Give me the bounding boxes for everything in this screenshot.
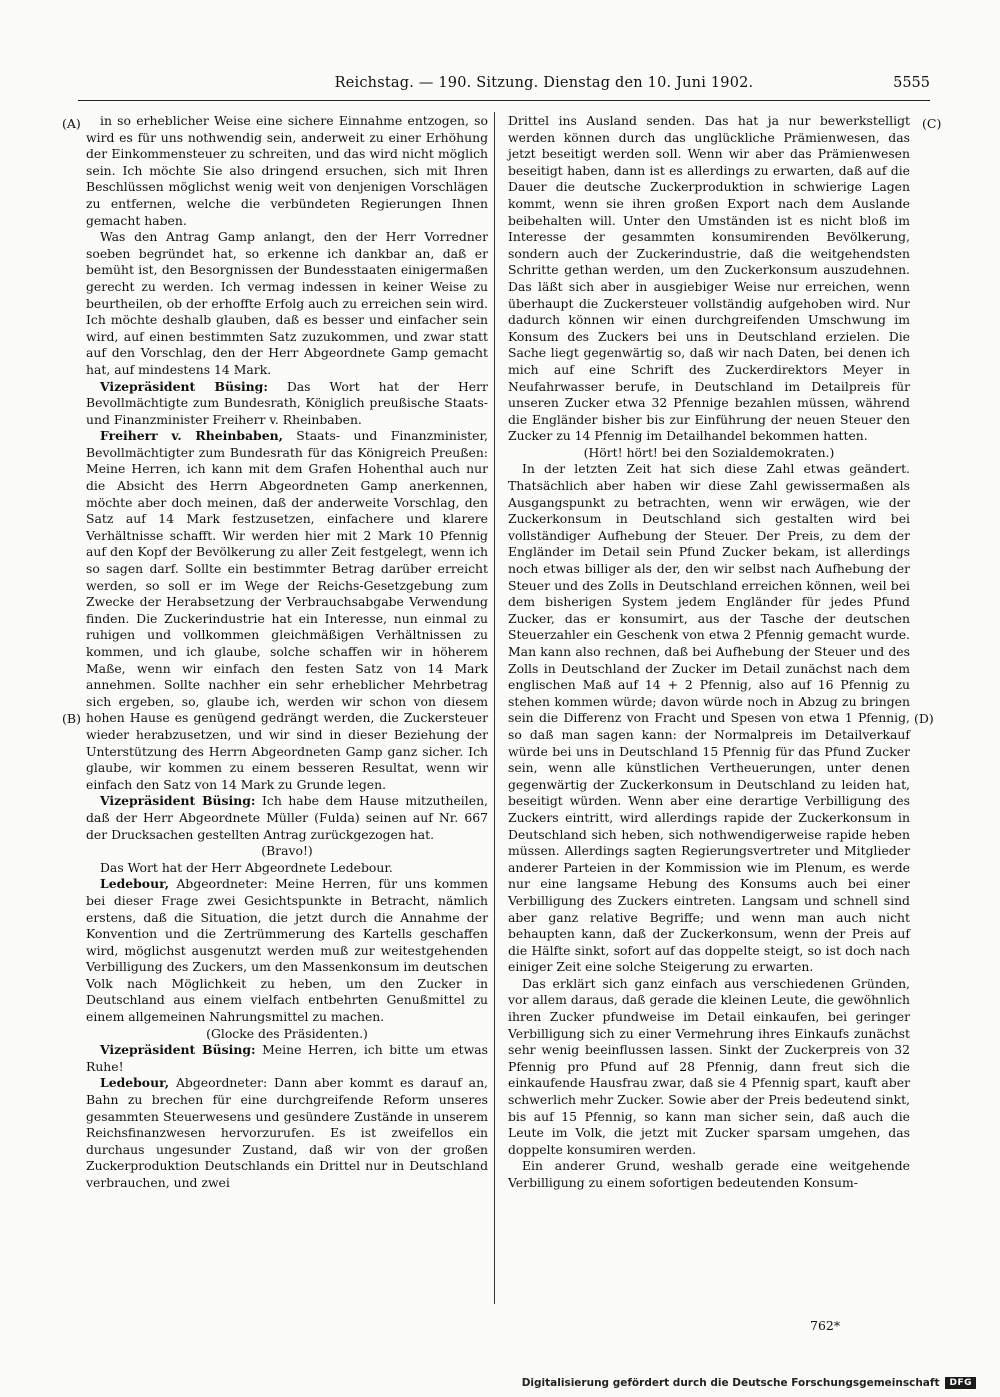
speaker-name: Vizepräsident Büsing:: [100, 378, 268, 394]
margin-marker-c: (C): [922, 116, 942, 131]
paragraph-text: Meine Herren, ich bitte um etwas Ruhe!: [86, 1042, 488, 1074]
paragraph-text: Drittel ins Ausland senden. Das hat ja nur bewerkstelligt werden können durch das unglückliche Prämienwesen, das jetzt beseitigt werden soll. Wenn wir aber das Prämienwesen beseitigt haben, dann ist es allerdings zu erwarten, daß auf die Dauer die deutsche Zuckerproduktion in schwierige Lagen kommt, wenn sie ihren großen Export nach dem Auslande beibehalten will. Unter den Umständen ist es nicht bloß im Interesse der gesammten konsumirenden Bevölkerung, sondern auch der Zuckerindustrie, daß die weitgehendsten Schritte gethan werden, um den Zuckerkonsum auszudehnen. Das läßt sich aber in ausgiebiger Weise nur erreichen, wenn überhaupt die Zuckersteuer vollständig aufgehoben wird. Nur dadurch können wir einen durchgreifenden Umschwung im Konsum des Zuckers bei uns in Deutschland erzielen. Die Sache liegt gegenwärtig so, daß wir nach Daten, bei denen ich mich auf eine Schrift des Zuckerdirektors Meyer in Neufahrwasser berufe, in Deutschland im Detailpreis für unseren Zucker etwa 32 Pfennige bezahlen müssen, während die Engländer bisher bis zur Einführung der neuen Steuer den Zucker zu 14 Pfennig im Detailhandel bekommen hatten.: [508, 113, 910, 444]
paragraph-text: Ich habe dem Hause mitzutheilen, daß der Herr Abgeordnete Müller (Fulda) seinen auf Nr. 667 der Drucksachen gestellten Antrag zurückgezogen hat.: [86, 793, 488, 842]
paragraph-text: in so erheblicher Weise eine sichere Einnahme entzogen, so wird es für uns nothwendig sein, anderweit zu einer Erhöhung der Einkommensteuer zu schreiten, und das wird nicht möglich sein. Ich möchte Sie also dringend ersuchen, sich mit Ihren Beschlüssen möglichst wenig weit von denjenigen Vorschlägen zu entfernen, welche die verbündeten Regierungen Ihnen gemacht haben.: [86, 113, 488, 228]
margin-marker-a: (A): [62, 116, 81, 131]
paragraph-text: (Bravo!): [261, 843, 313, 859]
paragraph-text: Abgeordneter: Dann aber kommt es darauf an, Bahn zu brechen für eine durchgreifende Reform unseres gesammten Steuerwesens und gesündere Zustände in unserem Reichsfinanzwesen hervorzurufen. Es ist zweifellos ein durchaus ungesunder Zustand, daß wir von der großen Zuckerproduktion Deutschlands ein Drittel nur in Deutschland verbrauchen, und zwei: [86, 1075, 488, 1190]
speaker-name: Ledebour,: [100, 1075, 170, 1091]
margin-marker-b: (B): [62, 711, 81, 726]
paragraph: [86, 113, 488, 229]
sheet-signature-mark: 762*: [810, 1318, 841, 1333]
paragraph-text: (Hört! hört! bei den Sozialdemokraten.): [583, 444, 835, 460]
right-column: [508, 113, 910, 1192]
paragraph-text: Das Wort hat der Herr Bevollmächtigte zum Bundesrath, Königlich preußische Staats- und Finanzminister Freiherr v. Rheinbaben.: [86, 378, 488, 427]
paragraph: [86, 379, 488, 429]
paragraph: [508, 461, 910, 975]
column-divider: [494, 112, 495, 1304]
paragraph: [86, 428, 488, 793]
page-header: [78, 70, 930, 101]
stage-direction: [86, 1026, 488, 1043]
dfg-logo: DFG: [945, 1377, 976, 1389]
page-number: 5555: [893, 75, 930, 91]
paragraph-text: In der letzten Zeit hat sich diese Zahl etwas geändert. Thatsächlich aber haben wir diese Zahl gewissermaßen als Ausgangspunkt zu betrachten, wenn wir erwägen, wie der Zuckerkonsum in Deutschland sich gestalten wird bei vollständiger Aufhebung der Steuer. Der Preis, zu dem der Engländer im Detail sein Pfund Zucker bekam, ist allerdings noch etwas billiger als der, den wir selbst nach Aufhebung der Steuer und des Zolls in Deutschland erreichen können, weil bei dem bisherigen System jedem Engländer für jedes Pfund Zucker, das er konsumirt, aus der Tasche der deutschen Steuerzahler ein Geschenk von etwa 2 Pfennig gemacht wurde. Man kann also rechnen, daß bei Aufhebung der Steuer und des Zolls in Deutschland der Zucker im Detail zunächst nach dem englischen Maß auf 14 + 2 Pfennig, also auf 16 Pfennig zu stehen kommen würde; davon würde noch in Abzug zu bringen sein die Differenz von Fracht und Spesen von etwa 1 Pfennig, so daß man sagen kann: der Normalpreis im Detailverkauf würde bei uns in Deutschland 15 Pfennig für das Pfund Zucker sein, wenn alle künstlichen Vertheuerungen, unter denen gegenwärtig der Zuckerkonsum in Deutschland zu leiden hat, beseitigt würden. Wenn aber eine derartige Verbilligung des Zuckers eintritt, wird allerdings rapide der Zuckerkonsum in Deutschland sich heben, sich nothwendigerweise rapide heben müssen. Allerdings sagten Regierungsvertreter und Mitglieder anderer Parteien in der Kommission wie im Plenum, es werde nur eine langsame Hebung des Konsums auch bei einer Verbilligung des Zuckers eintreten. Langsam und schnell sind aber ganz relative Begriffe; und wenn man auch nicht behaupten kann, daß der Zuckerkonsum, wenn der Preis auf die Hälfte sinkt, sofort auf das doppelte steigt, so ist doch nach einiger Zeit eine solche Steigerung zu erwarten.: [508, 461, 910, 975]
paragraph-text: (Glocke des Präsidenten.): [206, 1025, 368, 1041]
paragraph: [508, 1158, 910, 1191]
paragraph-text: Das erklärt sich ganz einfach aus verschiedenen Gründen, vor allem daraus, daß gerade die kleinen Leute, die gewöhnlich ihren Zucker pfundweise im Detail einkaufen, bei geringer Verbilligung sich zu einer Vermehrung ihres Einkaufs zunächst sehr wenig beeinflussen lassen. Sinkt der Zuckerpreis von 32 Pfennig pro Pfund auf 28 Pfennig, dann freut sich die einkaufende Hausfrau zwar, daß sie 4 Pfennig spart, kauft aber schwerlich mehr Zucker. Sowie aber der Preis bedeutend sinkt, bis auf 15 Pfennig, so kann man sicher sein, daß auch die Leute im Volk, die jetzt mit Zucker sparsam umgehen, das doppelte konsumiren werden.: [508, 975, 910, 1157]
running-head: Reichstag. — 190. Sitzung. Dienstag den 10. Juni 1902.: [334, 75, 754, 91]
speaker-name: Freiherr v. Rheinbaben,: [100, 428, 283, 444]
speaker-name: Vizepräsident Büsing:: [100, 1042, 256, 1058]
paragraph: [508, 976, 910, 1159]
paragraph: [86, 793, 488, 843]
paragraph: [86, 860, 488, 877]
speaker-name: Ledebour,: [100, 876, 170, 892]
paragraph-text: Staats- und Finanzminister, Bevollmächtigter zum Bundesrath für das Königreich Preußen: Meine Herren, ich kann mit dem Grafen Hohenthal auch nur die Absicht des Herrn Abgeordneten Gamp anerkennen, möchte aber doch meinen, daß der anderweite Vorschlag, den Satz auf 14 Mark festzusetzen, einfachere und klarere Verhältnisse schafft. Wir werden hier mit 2 Mark 10 Pfennig auf den Kopf der Bevölkerung zu aller Zeit festgelegt, wenn ich so sagen darf. Sollte ein bestimmter Betrag darüber erreicht werden, so soll er im Wege der Reichs-Gesetzgebung zum Zwecke der Herabsetzung der Verbrauchsabgabe Verwendung finden. Die Zuckerindustrie hat ein Interesse, nun einmal zu ruhigen und vollkommen gleichmäßigen Verhältnissen zu kommen, und ich glaube, solche schaffen wir in höherem Maße, wenn wir einfach den festen Satz von 14 Mark annehmen. Sollte nachher ein sehr erheblicher Mehrbetrag sich ergeben, so, glaube ich, werden wir schon von diesem hohen Hause es genügend gedrängt werden, die Zuckersteuer wieder herabzusetzen, und wir sind in dieser Beziehung der Unterstützung des Herrn Abgeordneten Gamp ganz sicher. Ich glaube, wir kommen zu einem besseren Resultat, wenn wir einfach den Satz von 14 Mark zu Grunde legen.: [86, 428, 488, 792]
paragraph: [86, 1042, 488, 1075]
paragraph: [508, 113, 910, 445]
paragraph-text: Ein anderer Grund, weshalb gerade eine weitgehende Verbilligung zu einem sofortigen bedeutenden Konsum-: [508, 1158, 910, 1190]
stage-direction: [508, 445, 910, 462]
stage-direction: [86, 843, 488, 860]
paragraph: [86, 876, 488, 1025]
credit-text: Digitalisierung gefördert durch die Deutsche Forschungsgemeinschaft: [521, 1377, 940, 1389]
digitization-credit: [522, 1377, 976, 1389]
paragraph-text: Abgeordneter: Meine Herren, für uns kommen bei dieser Frage zwei Gesichtspunkte in Betracht, nämlich erstens, daß die Situation, die jetzt durch die Annahme der Konvention und die Zertrümmerung des Kartells geschaffen wird, möglichst ausgenutzt werden muß zur weitestgehenden Verbilligung des Zuckers, um den Massenkonsum im deutschen Volk nach Möglichkeit zu heben, um den Zucker in Deutschland aus einem vielfach entbehrten Genußmittel zu einem allgemeinen Nahrungsmittel zu machen.: [86, 876, 488, 1025]
left-column: [86, 113, 488, 1192]
paragraph-text: Das Wort hat der Herr Abgeordnete Ledebour.: [100, 859, 393, 875]
paragraph-text: Was den Antrag Gamp anlangt, den der Herr Vorredner soeben begründet hat, so erkenne ich dankbar an, daß er bemüht ist, den Besorgnissen der Bundesstaaten einigermaßen gerecht zu werden. Ich vermag indessen in keiner Weise zu beurtheilen, ob der erhoffte Erfolg auch zu erreichen sein wird. Ich möchte deshalb glauben, daß es besser und einfacher sein wird, auf einen bestimmten Satz zuzukommen, und zwar statt auf den Vorschlag, den der Herr Abgeordnete Gamp gemacht hat, auf mindestens 14 Mark.: [86, 229, 488, 377]
margin-marker-d: (D): [914, 711, 934, 726]
paragraph: [86, 1075, 488, 1191]
paragraph: [86, 229, 488, 378]
speaker-name: Vizepräsident Büsing:: [100, 793, 256, 809]
